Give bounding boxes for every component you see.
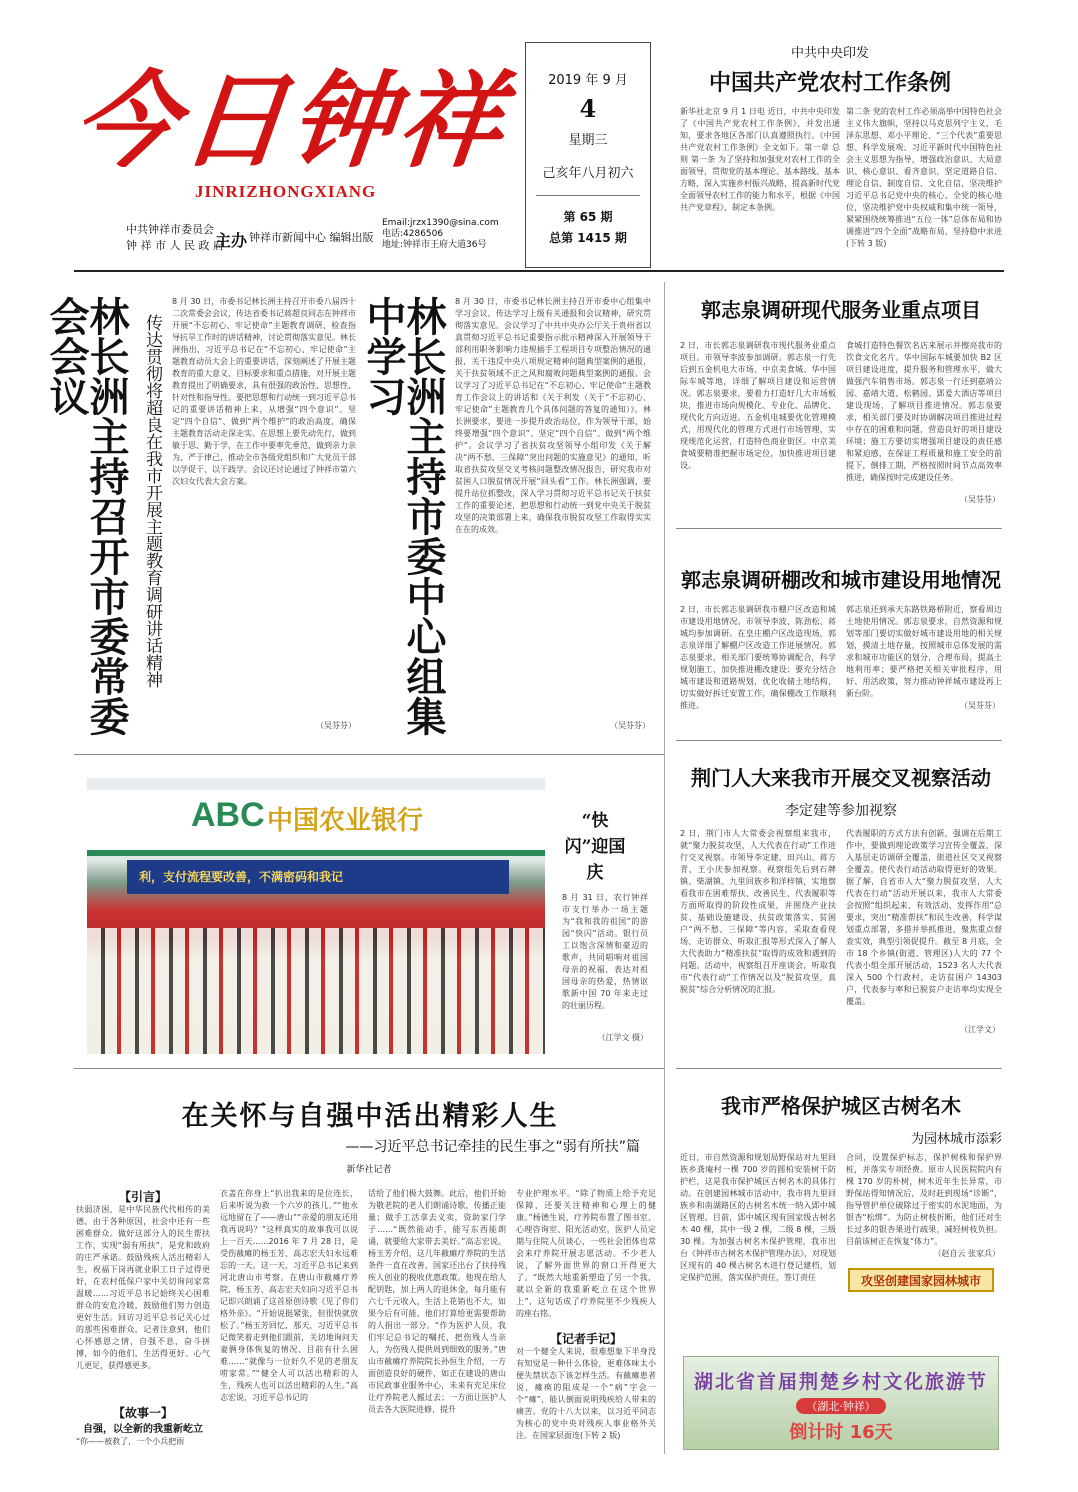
photo-crowd xyxy=(87,928,545,1054)
section-divider xyxy=(74,1068,664,1069)
contact-tel: 电话:4286506 xyxy=(382,229,444,239)
date-lunar: 己亥年八月初六 xyxy=(542,166,634,181)
date-day: 4 xyxy=(579,94,597,123)
article6-lead-heading: 【引言】 xyxy=(118,1190,167,1204)
masthead-divider xyxy=(74,270,1004,272)
article2-body: 8 月 30 日，市委书记林长洲主持召开市委中心组集中学习会议，传达学习上级有关通报和会议精神，研究贯彻落实意见。会议学习了中共中央办公厅关于贵州省以真贯彻习近平总书记重要指示批示精神深入开展领导干部利用职务影响力违规插手工程项目专项整治情况的通报，关于违反中央八项规定精神问题典型案例的通报，关于扶贫领域不正之风和腐败问题典型案例的通报。会议学习了习近平总书记在“不忘初心、牢记使命”主题教育工作会议上的讲话和《关于利发（关于“不忘初心、牢记使命”主题教育几个具体问题的答复的通知）》。林长洲要求，要进一步提升政治站位，作为领导干部，始终要增强“四个意识”、坚定“四个自信”、做到“两个维护”。会议学习了省扶贫攻坚领导小组印发《关于解决“两不愁、三保障”突出问题的实施意见》的通知，听取省扶贫攻坚交叉考核问题整改情况报告，研究我市对贫困人口脱贫情况开展“回头看”工作。林长洲强调，要提升站位抓整改，深入学习贯彻习近平总书记关于扶贫工作的重要论述，把思想和行动统一到党中央关于脱贫攻坚的决策部署上来，确保我市脱贫攻坚工作取得实实在在的成效。 xyxy=(455,297,651,534)
section-divider xyxy=(676,528,1002,529)
sponsor-label: 主办 xyxy=(215,231,248,250)
article6-col4: 专业护理水平。“除了物质上给予充足保障，还要关注精神和心理上的健康。”杨德生说，疗养院布置了图书室、心理咨询室、阳光活动室，医护人员定期与住院人员谈心，一些社会团体也常会来疗养院开展志愿活动。不少老人说，了解外面世界的窗口开得更大了。“既然大地重新塑造了另一个我，就以全新的我重新屹立在这个世界上”，这句话成了疗养院里不少残疾人的座右铭。 xyxy=(516,1189,656,1318)
date-divider xyxy=(536,195,640,196)
article3-body-col2: 食城打造特色餐饮名店来展示并擦亮我市的饮食文化名片。华中国际车城要加快 B2 区项目建设进度，提升服务和管理水平，做大做强汽车销售市场。郭志泉一行还到嘉靖公园、嘉靖大道、松鹤园、郢爰大酒店等项目建设现场，了解项目推进情况。郭志泉要求，相关部门要及时协调解决项目推进过程中存在的困难和问题，营造良好的项目建设环境；施工方要切实增强项目建设的责任感和紧迫感，在保证工程质量和施工安全的前提下，倒排工期，严格按照时间节点高效率推进，确保按时完成建设任务。 xyxy=(846,341,1002,482)
article3-body-col1: 2 日，市长郭志泉调研我市现代服务业重点项目。市领导李波参加调研。郭志泉一行先后到五金机电大市场、中京美食城、华中国际车城等地，详细了解项目建设和运营情况。郭志泉要求，要着力打造好几大市场板块，推进市场向规模化、专业化、品牌化、现代化方向迈进。五金机电城要优化管理模式，用现代化的管理方式进行市场管理，实现规范化运营，打造特色商业街区。中京美食城要精准把握市场定位，加快推进项目建设。 xyxy=(680,341,836,470)
garden-city-banner: 攻坚创建国家园林城市 xyxy=(848,1268,994,1292)
date-weekday: 星期三 xyxy=(568,133,608,148)
article1-body: 8 月 30 日，市委书记林长洲主持召开市委八届四十二次常委会会议，传达省委书记蒋超良同志在钟祥市开展“不忘初心、牢记使命”主题教育调研、检查指导抗旱工作时的讲话精神，讨论贯彻落实意见。林长洲指出，习近平总书记在“不忘初心、牢记使命”主题教育动员大会上的重要讲话，深刻阐述了开展主题教育的重大意义、目标要求和重点措施，对开展主题教育提出了明确要求，具有很强的政治性、思想性、针对性和指导性。要把思想和行动统一到习近平总书记的重要讲话精神上来，从增强“四个意识”、坚定“四个自信”、做到“两个维护”的政治高度，确保主题教育活动走深走实。在思想上要先动先行，做到敏于思、勤于学，在工作中要率先垂范，做到亲力亲为、严于律己，推动全市各级党组织和广大党员干部以学促干、以干践学。会议还讨论通过了钟祥市第六次妇女代表大会方案。 xyxy=(172,297,356,486)
article5-byline: （江学文） xyxy=(960,1025,1000,1034)
article7-body-col1: 近日，市自然资源和规划局野保站对九里回族乡龚庵村一棵 700 岁的圆柏安装树干防护栏，这是我市保护城区古树名木的具体行动。在创建园林城市活动中，我市将九里回族乡和南湖路区的古树名木统一纳入郢中城区管理。目前，郢中城区现有国家级古树名木 40 棵，其中一级 2 棵，二级 8 棵，三级 30 棵。为加强古树名木保护管理，我市出台《钟祥市古树名木保护管理办法》，对现划区现有的 40 棵古树名木进行登记建档，划定保护范围，落实保护责任，签订责任 xyxy=(680,1153,836,1282)
section-divider xyxy=(74,754,664,755)
sponsor-org-2: 钟 祥 市 人 民 政 府 xyxy=(126,239,224,252)
logo-pinyin: JINRIZHONGXIANG xyxy=(195,182,377,201)
article2-byline: （吴芬芬） xyxy=(610,721,650,730)
sponsor-orgs xyxy=(126,222,224,254)
sponsor-org-1: 中共钟祥市委员会 xyxy=(126,223,214,236)
article5-subheadline: 李定建等参加视察 xyxy=(785,803,897,819)
article1-byline: （吴芬芬） xyxy=(316,721,356,730)
article3-byline: （吴芬芬） xyxy=(960,495,1000,504)
article2-headline: 林长洲主持市委中心组集中学习 xyxy=(360,296,447,736)
contact-info xyxy=(382,218,499,251)
bank-logo-text: ABC xyxy=(191,796,265,834)
article5-headline: 荆门人大来我市开展交叉视察活动 xyxy=(691,766,991,790)
section-divider xyxy=(676,740,1002,741)
article1-headline: 林长洲主持召开市委常委会会议 xyxy=(43,296,130,736)
date-year-month: 2019 年 9 月 xyxy=(548,73,628,88)
article6-subheadline: ——习近平总书记牵挂的民生事之“弱有所扶”篇 xyxy=(345,1139,640,1155)
section-divider xyxy=(676,1068,1002,1069)
article6-story-start: “你——被救了，一个小兵把雨 xyxy=(76,1437,185,1446)
article5-body-col2: 代表履职的方式方法有创新，强调在后期工作中，要做到理论政策学习宣传全覆盖，深入基层走访调研全覆盖，街道社区交叉视察全覆盖，使代表行动活动取得更好的效果。据了解，自省市人大“聚力脱贫攻坚，人大代表在行动”活动开展以来，我市人大常委会按照“组织起来、有效活动、发挥作用”总要求，突出“精准帮扶”和民生改善，科学谋划重点部署，多措并举抓推进，聚焦重点督查实效，典型引领促提升。截至 8 月底，全市 18 个乡镇(街道、管理区)人大的 77 个代表小组全部开展活动，1523 名人大代表深入 500 个行政村，走访贫困户 14303 户，代表参与率和已脱贫户走访率均实现全覆盖。 xyxy=(846,829,1002,1006)
festival-title: 湖北省首届荆楚乡村文化旅游节 xyxy=(693,1371,988,1393)
article6-lead: 扶弱济困，是中华民族代代相传的美德。由于各种原因，社会中还有一些困难群众。做好这部分人的民生帮扶工作，实现“弱有所扶”，是党和政府的庄严承诺。鼓励残疾人活出精彩人生，祝福下岗再就业职工日子过得更好，在农村低保户家中关切询问家常温暖……习近平总书记始终关心困难群众的安危冷暖，鼓励他们努力创造更好生活。回访习近平总书记关心过的那些困难群众，记者注意到，他们心怀感恩之情，自强不息，奋斗拼搏，如今的他们，生活得更好、心气儿更足，获得感更多。 xyxy=(76,1205,210,1370)
photo-caption-title: “快闪”迎国庆 xyxy=(564,811,626,883)
tourism-festival-ad xyxy=(683,1356,999,1450)
contact-email: Email:jrzx1390@sina.com xyxy=(382,218,499,228)
top-kicker: 中共中央印发 xyxy=(790,46,869,61)
total-issue-number: 总第 1415 期 xyxy=(549,231,627,245)
article6-story-title: 自强，以全新的我重新屹立 xyxy=(83,1424,203,1435)
article1-subheadline: 传达贯彻将超良在我市开展主题教育调研讲话精神 xyxy=(142,314,162,688)
article4-byline: （吴芬芬） xyxy=(960,701,1000,710)
top-article-col1: 新华社北京 9 月 1 日电 近日，中共中央印发了《中国共产党农村工作条例》，并发出通知，要求各地区各部门认真遵照执行。《中国共产党农村工作条例》全文如下。第一章 总 则 第一条 为了坚持和加强党对农村工作的全面领导，贯彻党的基本理论、基本路线、基本方略，深入实施乡村振兴战略，提高新时代党全面领导农村工作的能力和水平，根据《中国共产党章程》，制定本条例。 xyxy=(680,107,840,212)
article6-headline: 在关怀与自强中活出精彩人生 xyxy=(181,1101,559,1132)
bank-name: 中国农业银行 xyxy=(267,806,424,836)
article7-subheadline: 为园林城市添彩 xyxy=(910,1132,1002,1147)
newspaper-logo: 今日钟祥 xyxy=(67,59,513,182)
photo-byline: （江学文 摄） xyxy=(597,1033,648,1042)
festival-location: （湖北·钟祥） xyxy=(796,1398,886,1414)
publisher: 钟祥市新闻中心 编辑出版 xyxy=(249,231,374,244)
news-photo xyxy=(87,778,545,1054)
article6-note: 对一个健全人来说，很难想象下半身没有知觉是一种什么体验，更难体味太小便失禁状态下该怎样生活。有截瘫患者说，瘫痪的阻成是一个“病”字会一个“瘫”，能认倒面说明残疾给人带来的痛苦。党的十八大以来，以习近平同志为核心的党中央对残疾人事业格外关注。在国家层面连(下转 2 版) xyxy=(516,1347,656,1440)
article7-headline: 我市严格保护城区古树名木 xyxy=(721,1094,961,1118)
article5-body-col1: 2 日，荆门市人大常委会视察组来我市，就“聚力脱贫攻坚，人大代表在行动”工作进行交叉视察。市领导李定建、田兴山、蒋方青、王小庆参加视察。视察组先后到石牌镇、柴湖镇、九里回族乡和洋梓镇，实地察看我市在困难帮扶、改善民生、代表履职等方面所取得的阶段性成果，并围绕产业扶贫、基础设施建设、扶贫政策落实、贫困户“两不愁、三保障”等内容，采取查看现场、走访群众、听取汇报等形式深入了解人大代表助力“精准扶贫”取得的成效和遇到的问题。活动中，视察组召开座谈会，听取我市“代表行动”工作情况以及“脱贫攻坚，真脱贫”综合分析情况的汇报。 xyxy=(680,829,836,994)
article7-byline: （赵自云 张家兵） xyxy=(933,1249,1000,1258)
article6-story-heading: 【故事一】 xyxy=(112,1406,173,1420)
date-box xyxy=(525,42,651,268)
article7-body-col2: 合同，设置保护标志，保护树株和保护界桩，并落实专项经费。原市人民医院院内有棵 170 岁的朴树，树木近年生长异常，市野保站得知情况后，及时赶到现场“诊断”，指导管护单位破除过于密实的水泥地面，为银杏“松绑”。为防止树枝折断，他们还对生长过多的银杏果进行疏果，减轻树枝负担。目前该树正在恢复“体力”。 xyxy=(846,1153,1002,1246)
photo-banner: 利，支付流程要改善，不满密码和我记 xyxy=(127,860,509,894)
article4-headline: 郭志泉调研棚改和城市建设用地情况 xyxy=(681,568,1001,592)
article4-body-col1: 2 日，市长郭志泉调研我市棚户区改造和城市建设用地情况。市领导李波、陈劲松、蒋城均参加调研。在皇庄棚户区改造现场，郭志泉详细了解棚户区改造工作进展情况。郭志泉要求，相关部门要统筹协调配合，科学规划施工，加快推进棚改建设；要充分结合城市建设和道路规划，优化收储土地结构，切实做好拆迁安置工作，确保棚改工作顺利推进。 xyxy=(680,605,836,710)
article6-col3: 话给了他们极大鼓舞。此后，他们开始为敬老院的老人们朗诵诗歌，传播正能量；做手工活拿去义卖，资助家门学子……“既然能动手，能写东西能朗诵，就要给大家带去美好。”高志宏说。杨玉芳介绍，这几年截瘫疗养院的生活条件一直在改善，国家还出台了扶持残疾人创业的税收优惠政策。他现在给人配钥匙，加上两人的退休金，每月能有六七千元收入，生活上花销也不大，如果今后有可能，他们打算给更需要帮助的人捐出一部分。“作为医护人员，我们牢记总书记的嘱托，把伤残人当亲人，为伤残人提供周到细致的服务。”唐山市截瘫疗养院院长孙恒生介绍，一方面创造良好的硬件，如正在建设的唐山市民政事业服务中心，未来有充足床位让疗养院老人搬过去；一方面让医护人员去各大医院进修，提升 xyxy=(368,1189,506,1414)
photo-caption: 8 月 31 日，农行钟祥市支行举办一场主题为“我和我的祖国”的游园“快闪”活动。银行员工以饱含深情和豪迈的歌声，共同唱响对祖国母亲的祝福，表达对祖国母亲的热爱，热情讴歌新中国 70 年来走过的壮丽历程。 xyxy=(562,893,648,1010)
contact-address: 地址:钟祥市王府大道36号 xyxy=(382,240,487,250)
article6-source: 新华社记者 xyxy=(346,1165,392,1175)
festival-countdown: 倒计时 16天 xyxy=(789,1422,893,1443)
article6-note-heading: 【记者手记】 xyxy=(549,1332,622,1346)
top-headline: 中国共产党农村工作条例 xyxy=(708,70,951,96)
article4-body-col2: 郭志泉还到承天东路铁路桥附近，察看周边土地使用情况。郭志泉要求，自然资源和规划等部门要切实做好城市建设用地的相关规划，摸清土地存量，按照城市总体发展的需求和城市功能区的划分，合理布局，提高土地利用率；要严格把关相关审批程序，用好、用活政策，努力推动钟祥城市建设再上新台阶。 xyxy=(846,605,1002,698)
article6-col2: 衣盖在你身上“扒出我来的是位连长，后来听说为救一个六岁的孩儿。”“他永远地留在了——唐山”“亲爱的朋友还用我再说吗？”这样真实的故事我可以说上一百天……2016 年 7 月 28 日，是受伤截瘫的杨玉芳、高志宏夫妇永远难忘的一天。这一天，习近平总书记来到河北唐山市考察。在唐山市截瘫疗养院，杨玉芳、高志宏夫妇向习近平总书记即兴朗诵了这首原创诗歌《见了你们格外亲》。“开始说挺紧张，但很快就放松了。”杨玉芳回忆，那天，习近平总书记微笑着走到他们跟前，关切地询问夫妻俩身体恢复的情况、目前有什么困难……“就像与一位好久不见的老朋友唠家常。”“健全人可以活出精彩的人生，残疾人也可以活出精彩的人生。”高志宏说，习近平总书记的 xyxy=(220,1189,358,1402)
article3-headline: 郭志泉调研现代服务业重点项目 xyxy=(701,298,981,322)
column-divider xyxy=(664,282,665,1454)
issue-number: 第 65 期 xyxy=(563,210,613,224)
top-article-col2: 第二条 党的农村工作必须高举中国特色社会主义伟大旗帜，坚持以马克思列宁主义、毛泽东思想、邓小平理论、“三个代表”重要思想、科学发展观、习近平新时代中国特色社会主义思想为指导，增强政治意识、大局意识、核心意识、看齐意识，坚定道路自信、理论自信、制度自信、文化自信，坚决维护习近平总书记党中央的核心、全党的核心地位，坚决维护党中央权威和集中统一领导，紧紧围绕统筹推进“五位一体”总体布局和协调推进“四个全面”战略布局，坚持稳中求进(下转 3 版) xyxy=(846,107,1002,248)
